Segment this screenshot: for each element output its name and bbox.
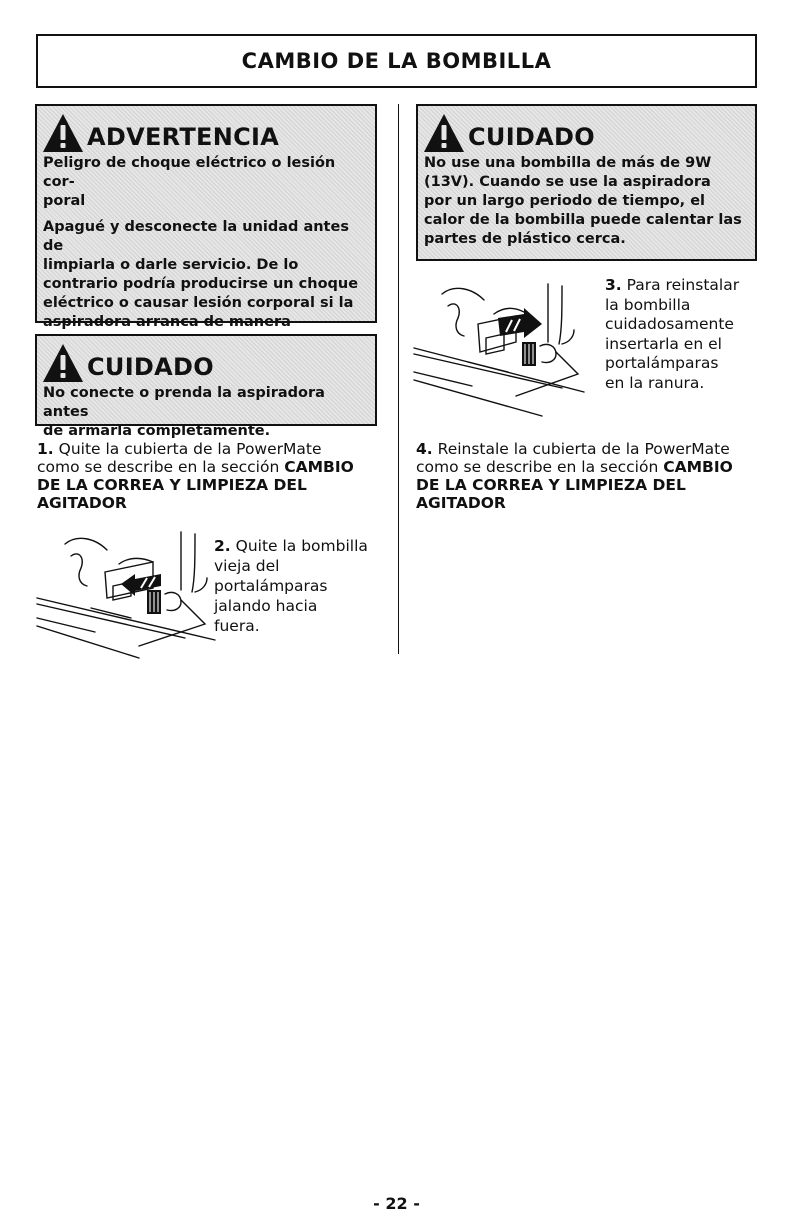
caution-line: de armarla completamente. — [43, 423, 271, 439]
step-text: Quite la bombilla — [230, 537, 368, 555]
page-title: CAMBIO DE LA BOMBILLA — [241, 49, 552, 73]
column-divider — [398, 104, 399, 654]
step-text: fuera. — [214, 617, 260, 635]
step-text: como se describe en la sección — [37, 458, 285, 476]
caution-line: por un largo periodo de tiempo, el — [424, 193, 706, 209]
step-text: insertarla en el — [605, 334, 722, 353]
caution-box-right — [416, 104, 757, 261]
caution-title: CUIDADO — [87, 353, 214, 381]
caution-line: No use una bombilla de más de 9W — [424, 155, 712, 171]
step-bold-text: AGITADOR — [416, 494, 506, 512]
step-text: Para reinstalar — [621, 276, 740, 294]
warning-line: aspiradora arranca de manera — [43, 314, 291, 330]
step-2 — [214, 536, 394, 636]
step-bold-text: DE LA CORREA Y LIMPIEZA DEL — [37, 476, 307, 494]
caution-line: No conecte o prenda la aspiradora antes — [43, 385, 325, 420]
step-bold-text: DE LA CORREA Y LIMPIEZA DEL — [416, 476, 686, 494]
step-text: la bombilla — [605, 295, 691, 314]
warning-line: Peligro de choque eléctrico o lesión cor- — [43, 155, 336, 190]
bulb-insertion-illustration — [412, 280, 592, 420]
step-text: portalámparas — [605, 354, 719, 372]
page-number: - 22 - — [373, 1194, 420, 1213]
step-number: 4. — [416, 440, 433, 458]
warning-line: poral — [43, 193, 86, 209]
step-text: como se describe en la sección — [416, 458, 664, 476]
step-text: Reinstale la cubierta de la PowerMate — [432, 440, 730, 458]
warning-line: Apagué y desconecte la unidad antes de — [43, 219, 349, 254]
warning-line: contrario podría producirse un choque — [43, 276, 359, 292]
warning-box — [35, 104, 377, 330]
step-bold-text: AGITADOR — [37, 494, 127, 512]
step-text: jalando hacia — [214, 597, 318, 615]
warning-line: limpiarla o darle servicio. De lo — [43, 257, 299, 273]
step-number: 1. — [37, 440, 54, 458]
warning-title: ADVERTENCIA — [87, 123, 280, 151]
caution-box-left — [35, 334, 377, 439]
step-text: cuidadosamente — [605, 315, 734, 333]
caution-line: (13V). Cuando se use la aspiradora — [424, 174, 711, 190]
caution-line: calor de la bombilla puede calentar las — [424, 212, 742, 228]
caution-line: partes de plástico cerca. — [424, 231, 626, 247]
step-number: 3. — [605, 276, 622, 294]
warning-triangle-icon — [41, 342, 85, 384]
section-title-box — [36, 34, 757, 88]
step-3 — [605, 276, 765, 393]
warning-triangle-icon — [41, 112, 85, 154]
warning-triangle-icon — [422, 112, 466, 154]
step-text: vieja del — [214, 557, 280, 575]
step-text: en la ranura. — [605, 373, 705, 392]
step-number: 2. — [214, 537, 231, 555]
step-4 — [416, 440, 776, 512]
step-bold-text: CAMBIO — [663, 458, 733, 476]
step-text: Quite la cubierta de la PowerMate — [53, 440, 322, 458]
caution-title: CUIDADO — [468, 123, 595, 151]
step-text: portalámparas — [214, 577, 328, 595]
step-1 — [37, 440, 387, 512]
step-bold-text: CAMBIO — [284, 458, 354, 476]
warning-line: eléctrico o causar lesión corporal si la — [43, 295, 354, 311]
